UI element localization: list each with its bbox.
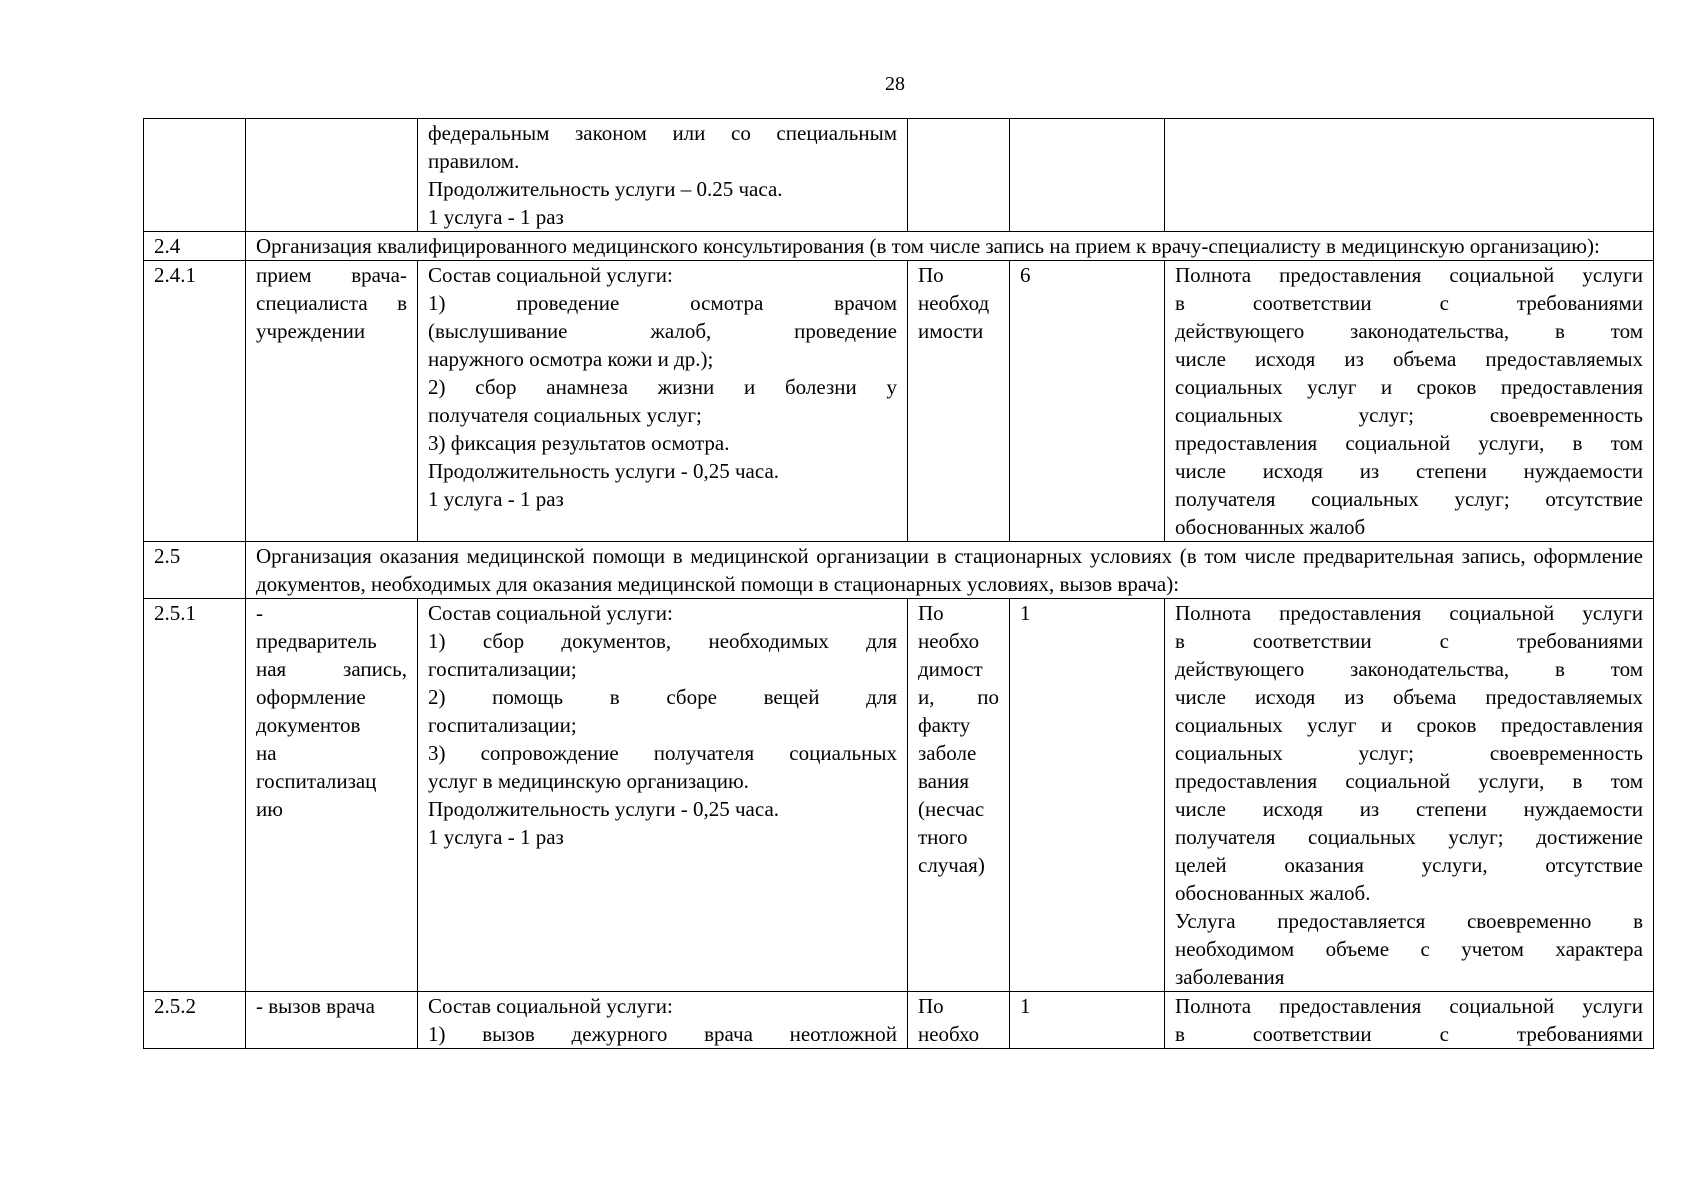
criteria-line: целей оказания услуги, отсутствие <box>1175 853 1643 877</box>
name-line: госпитализац <box>256 769 377 793</box>
criteria-line: числе исходя из степени нуждаемости <box>1175 459 1643 483</box>
table-row <box>144 599 1654 992</box>
quantity-cell <box>1010 119 1165 232</box>
criteria-line: действующего законодательства, в том <box>1175 657 1643 681</box>
criteria-line: социальных услуг и сроков предоставления <box>1175 375 1643 399</box>
frequency-line: необход <box>918 291 990 315</box>
frequency-line: и, по <box>918 685 999 709</box>
name-line: ию <box>256 797 283 821</box>
content-line: 1) вызов дежурного врача неотложной <box>428 1022 897 1046</box>
criteria-line: необходимом объеме с учетом характера <box>1175 937 1643 961</box>
item-number: 2.4.1 <box>144 261 246 542</box>
content-line: (выслушивание жалоб, проведение <box>428 319 897 343</box>
content-line: 2) помощь в сборе вещей для <box>428 685 897 709</box>
criteria-line: обоснованных жалоб. <box>1175 881 1371 905</box>
section-title: Организация квалифицированного медицинского консультирования (в том числе запись на прием к врачу-специалисту в медицинскую организацию): <box>246 232 1654 261</box>
quality-criteria-cell <box>1165 261 1654 542</box>
content-line: 3) сопровождение получателя социальных <box>428 741 897 765</box>
number-cell <box>144 119 246 232</box>
criteria-line: числе исходя из степени нуждаемости <box>1175 797 1643 821</box>
service-content-cell <box>418 261 908 542</box>
criteria-line: социальных услуг; своевременность <box>1175 741 1643 765</box>
frequency-cell <box>908 599 1010 992</box>
name-line: прием врача- <box>256 263 407 287</box>
page-number: 28 <box>885 73 905 95</box>
section-row <box>144 542 1654 599</box>
content-line: 1 услуга - 1 раз <box>428 825 564 849</box>
quantity-cell: 6 <box>1010 261 1165 542</box>
frequency-line: необхо <box>918 629 980 653</box>
criteria-line: предоставления социальной услуги, в том <box>1175 769 1643 793</box>
content-line: наружного осмотра кожи и др.); <box>428 347 714 371</box>
service-content-cell <box>418 599 908 992</box>
content-line: федеральным законом или со специальным <box>428 121 897 145</box>
criteria-line: числе исходя из объема предоставляемых <box>1175 347 1643 371</box>
criteria-line: в соответствии с требованиями <box>1175 291 1643 315</box>
frequency-line: По <box>918 994 944 1018</box>
item-number: 2.5.1 <box>144 599 246 992</box>
content-line: Состав социальной услуги: <box>428 601 673 625</box>
criteria-line: социальных услуг и сроков предоставления <box>1175 713 1643 737</box>
frequency-line: тного <box>918 825 968 849</box>
criteria-line: Услуга предоставляется своевременно в <box>1175 909 1643 933</box>
quality-criteria-cell <box>1165 119 1654 232</box>
criteria-line: Полнота предоставления социальной услуги <box>1175 263 1643 287</box>
content-line: 1) сбор документов, необходимых для <box>428 629 897 653</box>
name-line: учреждении <box>256 319 366 343</box>
content-line: 1) проведение осмотра врачом <box>428 291 897 315</box>
criteria-line: в соответствии с требованиями <box>1175 1022 1643 1046</box>
criteria-line: обоснованных жалоб <box>1175 515 1366 539</box>
service-name-cell <box>246 119 418 232</box>
service-name-cell <box>246 261 418 542</box>
frequency-cell <box>908 261 1010 542</box>
content-line: Продолжительность услуги - 0,25 часа. <box>428 797 780 821</box>
content-line: госпитализации; <box>428 657 577 681</box>
criteria-line: действующего законодательства, в том <box>1175 319 1643 343</box>
quantity-cell: 1 <box>1010 992 1165 1049</box>
criteria-line: числе исходя из объема предоставляемых <box>1175 685 1643 709</box>
table-row <box>144 119 1654 232</box>
frequency-line: По <box>918 601 944 625</box>
content-line: Состав социальной услуги: <box>428 263 673 287</box>
criteria-line: получателя социальных услуг; достижение <box>1175 825 1643 849</box>
criteria-line: получателя социальных услуг; отсутствие <box>1175 487 1643 511</box>
name-line: документов <box>256 713 361 737</box>
name-line: специалиста в <box>256 291 407 315</box>
content-line: получателя социальных услуг; <box>428 403 702 427</box>
frequency-line: факту <box>918 713 971 737</box>
content-line: 2) сбор анамнеза жизни и болезни у <box>428 375 897 399</box>
frequency-line: (несчас <box>918 797 985 821</box>
name-line: оформление <box>256 685 366 709</box>
criteria-line: социальных услуг; своевременность <box>1175 403 1643 427</box>
name-line: предваритель <box>256 629 377 653</box>
service-name-cell: - вызов врача <box>246 992 418 1049</box>
content-line: 1 услуга - 1 раз <box>428 487 564 511</box>
criteria-line: Полнота предоставления социальной услуги <box>1175 994 1643 1018</box>
quality-criteria-cell <box>1165 992 1654 1049</box>
service-name-cell <box>246 599 418 992</box>
item-number: 2.5.2 <box>144 992 246 1049</box>
content-line: госпитализации; <box>428 713 577 737</box>
services-table <box>143 118 1654 1049</box>
frequency-line: димост <box>918 657 983 681</box>
content-line: Продолжительность услуги - 0,25 часа. <box>428 459 780 483</box>
content-line: Продолжительность услуги – 0.25 часа. <box>428 177 783 201</box>
criteria-line: Полнота предоставления социальной услуги <box>1175 601 1643 625</box>
service-content-cell <box>418 992 908 1049</box>
content-line: Состав социальной услуги: <box>428 994 673 1018</box>
section-number: 2.5 <box>144 542 246 599</box>
name-line: на <box>256 741 277 765</box>
quality-criteria-cell <box>1165 599 1654 992</box>
criteria-line: предоставления социальной услуги, в том <box>1175 431 1643 455</box>
name-line: - <box>256 601 263 625</box>
frequency-line: имости <box>918 319 984 343</box>
frequency-line: По <box>918 263 944 287</box>
table-row <box>144 261 1654 542</box>
content-line: 3) фиксация результатов осмотра. <box>428 431 730 455</box>
content-line: правилом. <box>428 149 520 173</box>
frequency-line: необхо <box>918 1022 980 1046</box>
content-line: услуг в медицинскую организацию. <box>428 769 749 793</box>
service-content-cell <box>418 119 908 232</box>
criteria-line: заболевания <box>1175 965 1285 989</box>
frequency-line: случая) <box>918 853 985 877</box>
section-title: Организация оказания медицинской помощи в медицинской организации в стационарных условиях (в том числе предварительная запись, оформление документов, необходимых для оказания медицинской помощи в стационарных условиях, вызов врача): <box>246 542 1654 599</box>
section-row <box>144 232 1654 261</box>
frequency-line: заболе <box>918 741 977 765</box>
table-row <box>144 992 1654 1049</box>
section-number: 2.4 <box>144 232 246 261</box>
content-line: 1 услуга - 1 раз <box>428 205 564 229</box>
frequency-cell <box>908 992 1010 1049</box>
frequency-cell <box>908 119 1010 232</box>
quantity-cell: 1 <box>1010 599 1165 992</box>
frequency-line: вания <box>918 769 970 793</box>
name-line: ная запись, <box>256 657 407 681</box>
criteria-line: в соответствии с требованиями <box>1175 629 1643 653</box>
